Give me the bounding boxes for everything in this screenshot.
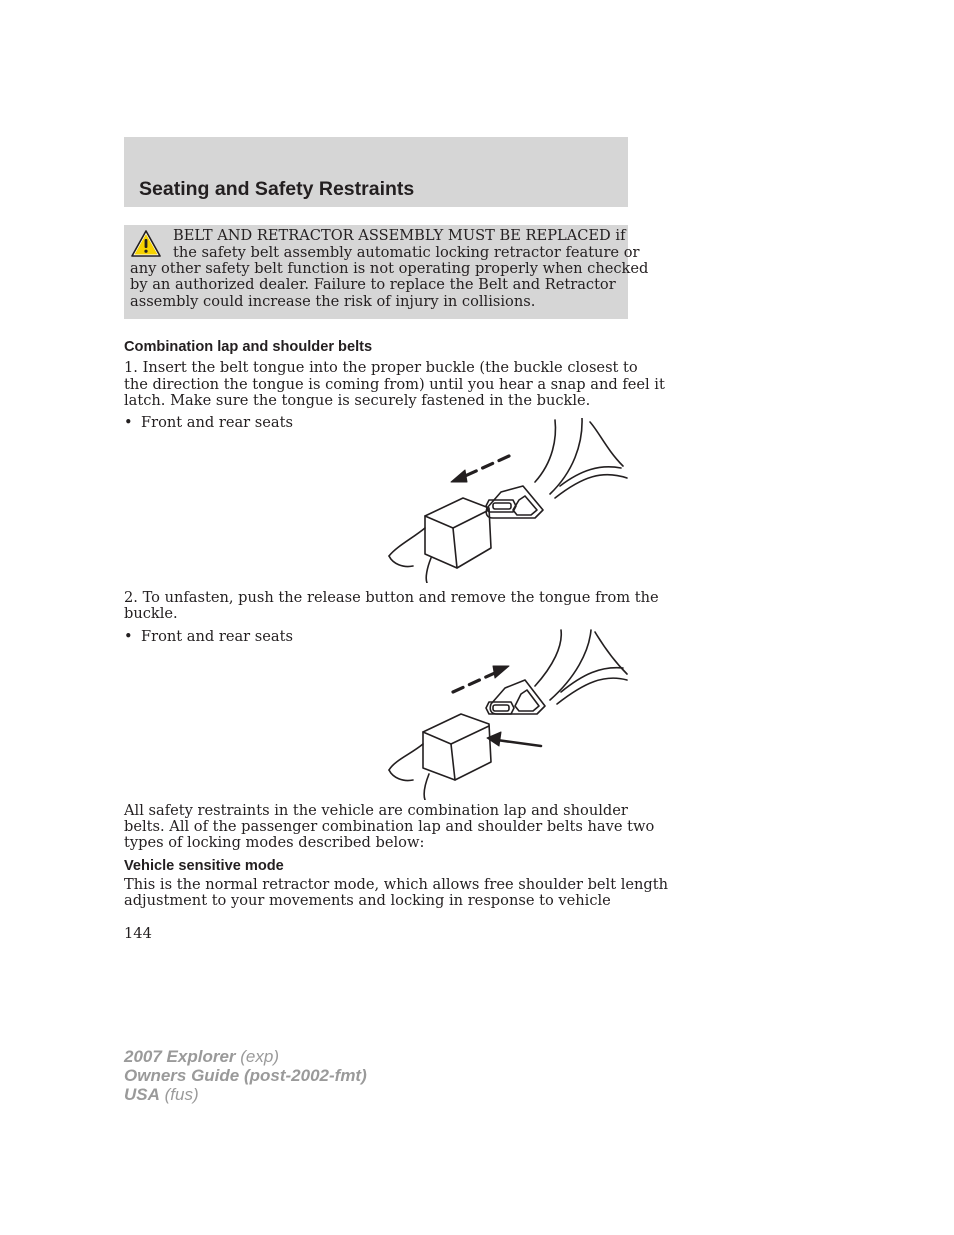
body-text-line: 1. Insert the belt tongue into the proper buckle (the buckle closest to bbox=[124, 359, 638, 376]
bullet-item bbox=[124, 414, 293, 431]
warning-triangle-icon bbox=[130, 229, 162, 259]
bullet-item bbox=[124, 628, 293, 645]
body-text-line: buckle. bbox=[124, 605, 178, 622]
warning-text-line: BELT AND RETRACTOR ASSEMBLY MUST BE REPLACED if bbox=[173, 227, 626, 244]
footer-line-market bbox=[124, 1085, 199, 1104]
footer-line-guide bbox=[124, 1066, 367, 1085]
warning-text-line: any other safety belt function is not operating properly when checked bbox=[130, 260, 649, 277]
footer-model: 2007 Explorer bbox=[124, 1047, 236, 1066]
section-title: Seating and Safety Restraints bbox=[139, 178, 415, 200]
body-text-line: the direction the tongue is coming from) until you hear a snap and feel it bbox=[124, 376, 665, 393]
body-text-line: latch. Make sure the tongue is securely fastened in the buckle. bbox=[124, 392, 591, 409]
warning-text-line: by an authorized dealer. Failure to replace the Belt and Retractor bbox=[130, 276, 616, 293]
bullet-text: Front and rear seats bbox=[141, 628, 293, 645]
buckle-fasten-illustration bbox=[385, 418, 630, 583]
bullet-text: Front and rear seats bbox=[141, 414, 293, 431]
subheading-vehicle-sensitive-mode: Vehicle sensitive mode bbox=[124, 858, 284, 874]
body-text-line: 2. To unfasten, push the release button and remove the tongue from the bbox=[124, 589, 659, 606]
footer-market-code: (fus) bbox=[164, 1085, 199, 1104]
footer-model-code: (exp) bbox=[240, 1047, 279, 1066]
page-number: 144 bbox=[124, 925, 152, 942]
warning-text-line: assembly could increase the risk of injury in collisions. bbox=[130, 293, 536, 310]
footer-guide: Owners Guide (post-2002-fmt) bbox=[124, 1066, 367, 1085]
bullet-dot: • bbox=[124, 414, 133, 431]
body-text-line: adjustment to your movements and locking in response to vehicle bbox=[124, 892, 611, 909]
body-text-line: belts. All of the passenger combination lap and shoulder belts have two bbox=[124, 818, 655, 835]
buckle-release-illustration bbox=[385, 628, 630, 800]
subheading-combination-belts: Combination lap and shoulder belts bbox=[124, 339, 373, 355]
body-text-line: This is the normal retractor mode, which allows free shoulder belt length bbox=[124, 876, 669, 893]
footer-line-model bbox=[124, 1047, 279, 1066]
footer-market: USA bbox=[124, 1085, 160, 1104]
bullet-dot: • bbox=[124, 628, 133, 645]
body-text-line: All safety restraints in the vehicle are combination lap and shoulder bbox=[124, 802, 628, 819]
warning-text-line: the safety belt assembly automatic locking retractor feature or bbox=[173, 244, 640, 261]
body-text-line: types of locking modes described below: bbox=[124, 834, 425, 851]
